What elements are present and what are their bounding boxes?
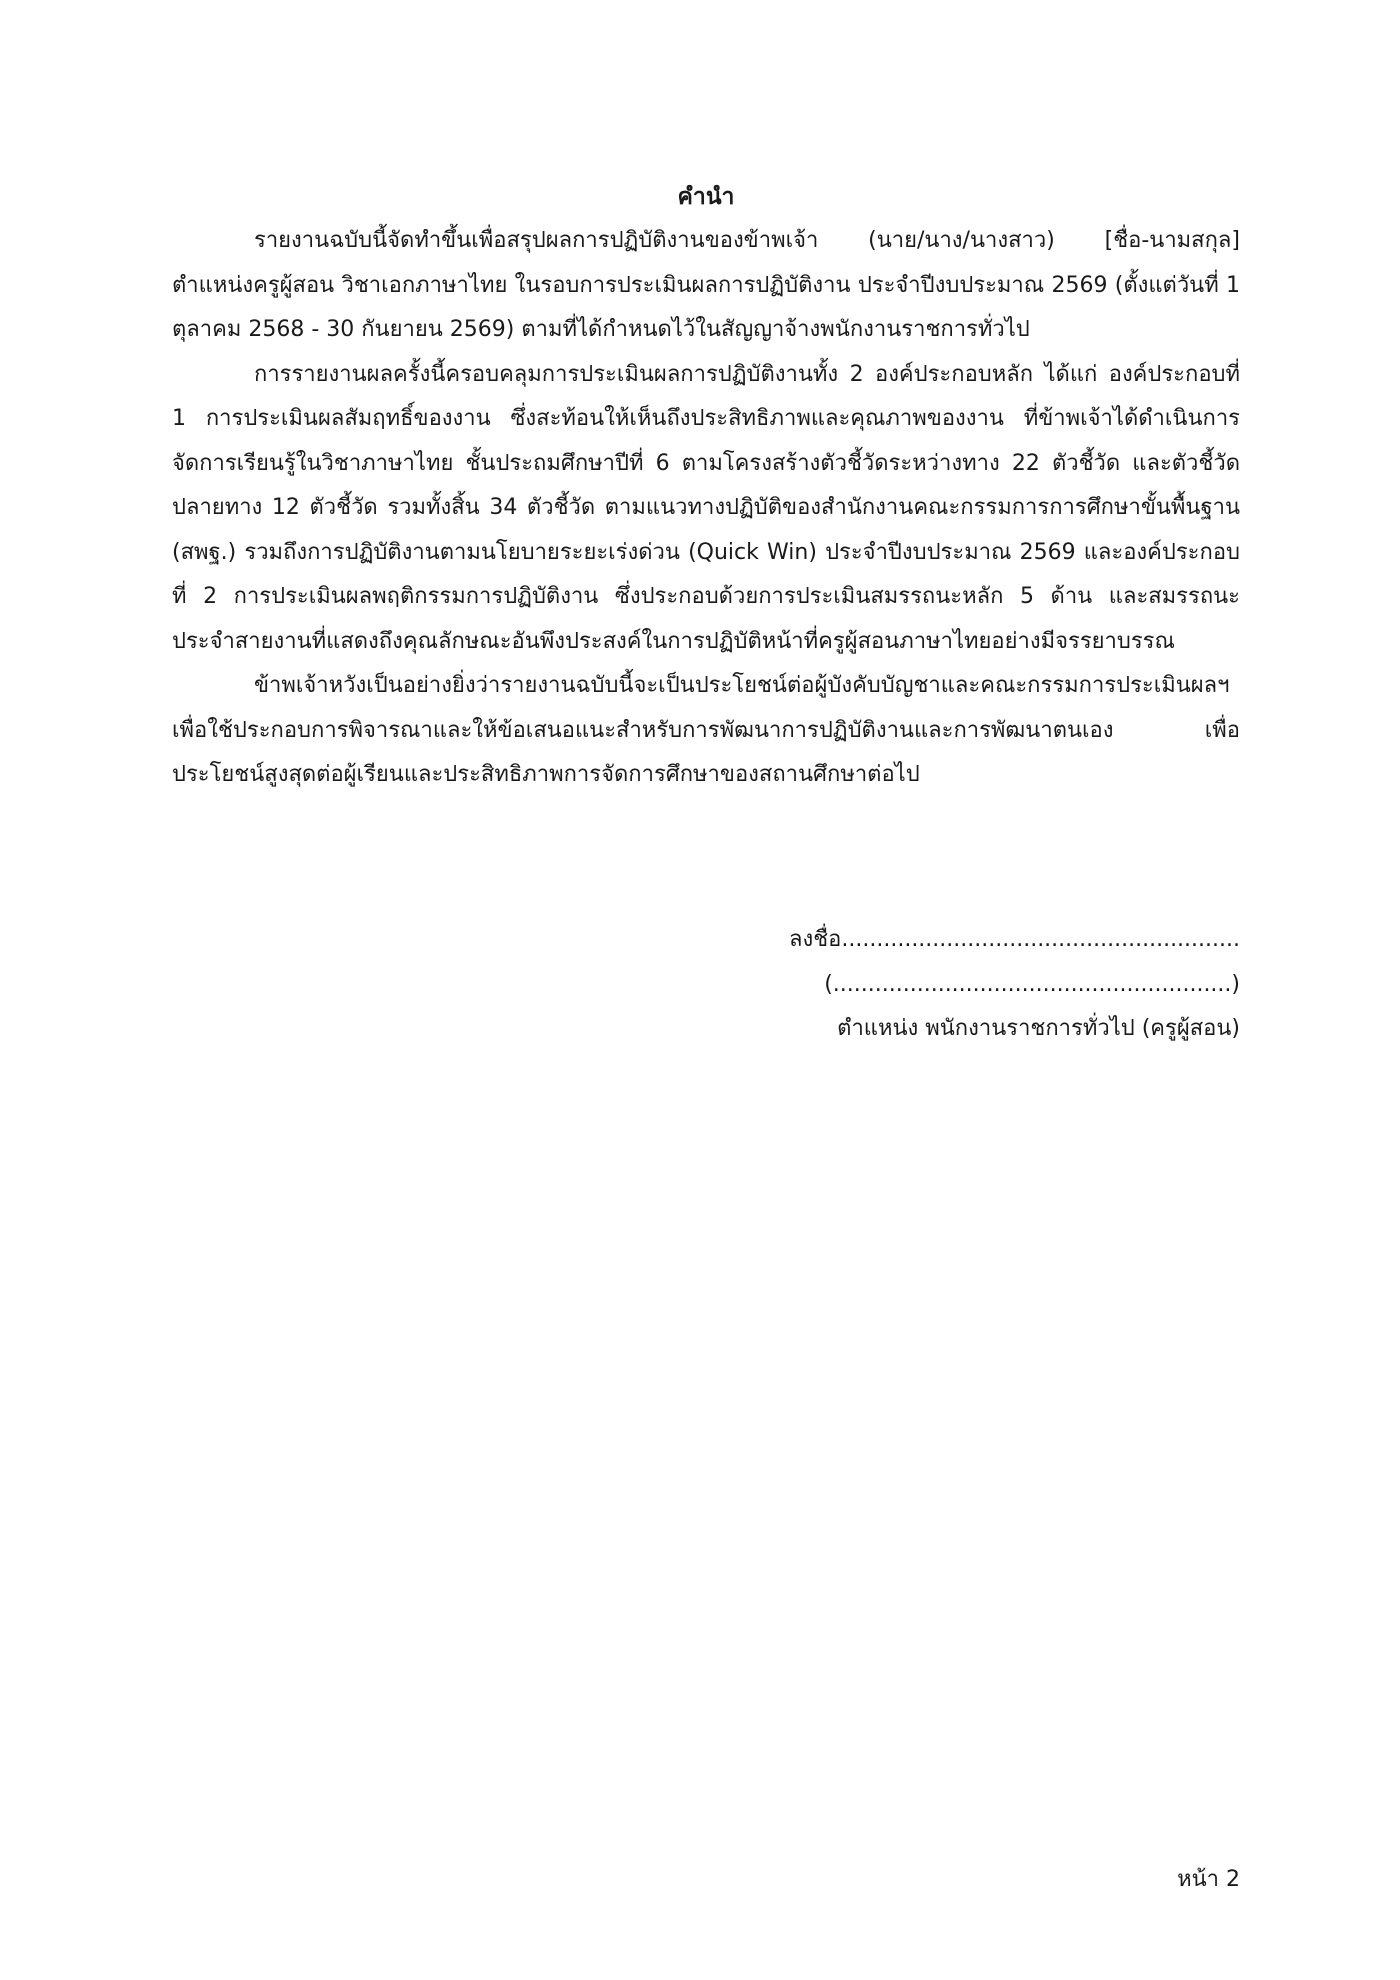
signature-block xyxy=(172,918,1240,1052)
document-body xyxy=(172,175,1240,798)
signature-sign-line: ลงชื่อ......................................................... xyxy=(789,927,1240,952)
page-number: หน้า 2 xyxy=(1177,1867,1240,1892)
signature-position: ตำแหน่ง พนักงานราชการทั่วไป (ครูผู้สอน) xyxy=(837,1016,1240,1041)
paragraph-components: การรายงานผลครั้งนี้ครอบคลุมการประเมินผลการปฏิบัติงานทั้ง 2 องค์ประกอบหลัก ได้แก่ องค์ประกอบที่ 1 การประเมินผลสัมฤทธิ์ของงาน ซึ่งสะท้อนให้เห็นถึงประสิทธิภาพและคุณภาพของงาน ที่ข้าพเจ้าได้ดำเนินการจัดการเรียนรู้ในวิชาภาษาไทย ชั้นประถมศึกษาปีที่ 6 ตามโครงสร้างตัวชี้วัดระหว่างทาง 22 ตัวชี้วัด และตัวชี้วัดปลายทาง 12 ตัวชี้วัด รวมทั้งสิ้น 34 ตัวชี้วัด ตามแนวทางปฏิบัติของสำนักงานคณะกรรมการการศึกษาขั้นพื้นฐาน (สพฐ.) รวมถึงการปฏิบัติงานตามนโยบายระยะเร่งด่วน (Quick Win) ประจำปีงบประมาณ 2569 และองค์ประกอบที่ 2 การประเมินผลพฤติกรรมการปฏิบัติงาน ซึ่งประกอบด้วยการประเมินสมรรถนะหลัก 5 ด้าน และสมรรถนะประจำสายงานที่แสดงถึงคุณลักษณะอันพึงประสงค์ในการปฏิบัติหน้าที่ครูผู้สอนภาษาไทยอย่างมีจรรยาบรรณ xyxy=(172,361,1240,654)
signature-name-line: (.........................................................) xyxy=(824,971,1240,997)
paragraph-closing: ข้าพเจ้าหวังเป็นอย่างยิ่งว่ารายงานฉบับนี้จะเป็นประโยชน์ต่อผู้บังคับบัญชาและคณะกรรมการประเมินผลฯ เพื่อใช้ประกอบการพิจารณาและให้ข้อเสนอแนะสำหรับการพัฒนาการปฏิบัติงานและการพัฒนาตนเอง เพื่อประโยชน์สูงสุดต่อผู้เรียนและประสิทธิภาพการจัดการศึกษาของสถานศึกษาต่อไป xyxy=(172,673,1240,787)
paragraph-introduction: รายงานฉบับนี้จัดทำขึ้นเพื่อสรุปผลการปฏิบัติงานของข้าพเจ้า (นาย/นาง/นางสาว) [ชื่อ-นามสกุล] ตำแหน่งครูผู้สอน วิชาเอกภาษาไทย ในรอบการประเมินผลการปฏิบัติงาน ประจำปีงบประมาณ 2569 (ตั้งแต่วันที่ 1 ตุลาคม 2568 - 30 กันยายน 2569) ตามที่ได้กำหนดไว้ในสัญญาจ้างพนักงานราชการทั่วไป xyxy=(172,228,1240,342)
page-title: คำนำ xyxy=(677,184,735,210)
